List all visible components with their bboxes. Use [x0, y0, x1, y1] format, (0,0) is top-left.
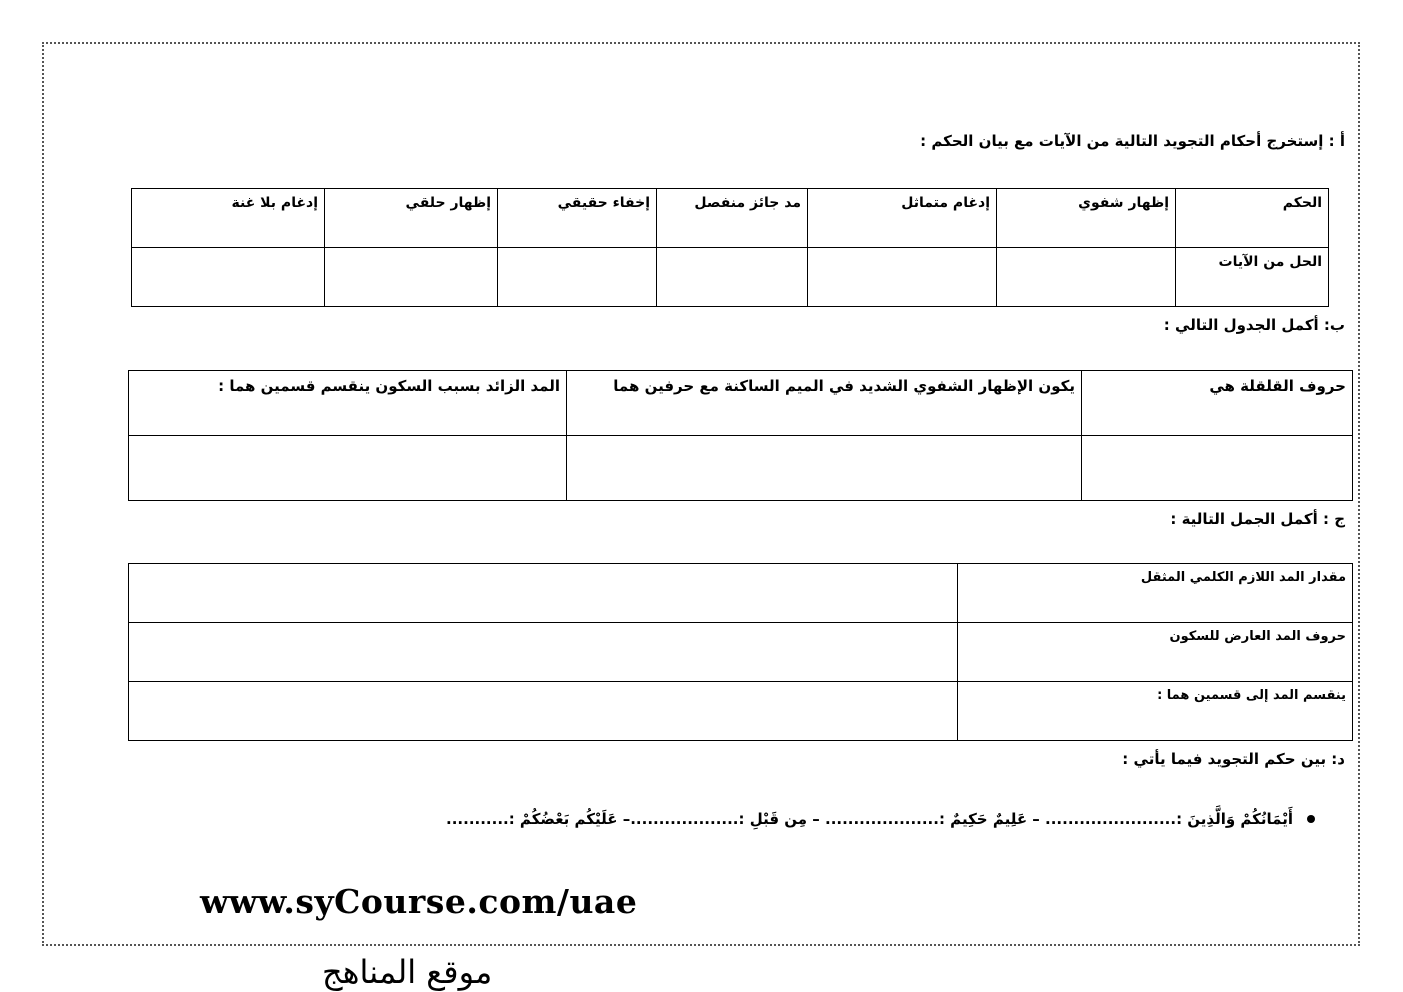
- table-cell: مقدار المد اللازم الكلمي المثقل: [958, 564, 1353, 623]
- table-cell: إظهار شفوي: [997, 189, 1176, 248]
- bullet-icon: [1307, 815, 1315, 823]
- table-cell: حروف المد العارض للسكون: [958, 623, 1353, 682]
- table-row: [129, 371, 1353, 436]
- table-row: [132, 248, 1329, 307]
- website-link[interactable]: www.syCourse.com/uae: [200, 882, 638, 921]
- table-row: [129, 682, 1353, 741]
- answer-cell[interactable]: [129, 564, 958, 623]
- table-row: [129, 623, 1353, 682]
- rulings-table: [131, 188, 1329, 307]
- table-cell: يكون الإظهار الشفوي الشديد في الميم الساكنة مع حرفين هما: [567, 371, 1082, 436]
- items-text: أَيْمَانُكُمْ وَالَّذِينَ :....................... – عَلِيمٌ حَكِيمٌ :.................... – مِن قَبْلِ :...................– عَلَيْكُم بَعْضُكُمْ :...........: [446, 810, 1293, 828]
- answer-cell[interactable]: [1082, 436, 1353, 501]
- table-cell: الحل من الآيات: [1176, 248, 1329, 307]
- table-row: [129, 436, 1353, 501]
- table-cell: الحكم: [1176, 189, 1329, 248]
- answer-cell[interactable]: [129, 623, 958, 682]
- answer-cell[interactable]: [997, 248, 1176, 307]
- complete-table: [128, 370, 1353, 501]
- section-c-heading: ج : أكمل الجمل التالية :: [1170, 510, 1345, 528]
- table-cell: إدغام متماثل: [808, 189, 997, 248]
- answer-cell[interactable]: [129, 682, 958, 741]
- answer-cell[interactable]: [132, 248, 325, 307]
- answer-cell[interactable]: [567, 436, 1082, 501]
- site-name: موقع المناهج: [322, 953, 493, 991]
- table-row: [129, 564, 1353, 623]
- table-cell: حروف القلقلة هي: [1082, 371, 1353, 436]
- table-cell: مد جائز منفصل: [657, 189, 808, 248]
- answer-cell[interactable]: [325, 248, 498, 307]
- section-a-heading: أ : إستخرج أحكام التجويد التالية من الآيات مع بيان الحكم :: [920, 132, 1345, 150]
- section-b-heading: ب: أكمل الجدول التالي :: [1163, 316, 1345, 334]
- answer-cell[interactable]: [808, 248, 997, 307]
- answer-cell[interactable]: [657, 248, 808, 307]
- tajweed-items: [446, 810, 1315, 828]
- table-row: [132, 189, 1329, 248]
- table-cell: ينقسم المد إلى قسمين هما :: [958, 682, 1353, 741]
- section-d-heading: د: بين حكم التجويد فيما يأتي :: [1122, 750, 1345, 768]
- table-cell: إخفاء حقيقي: [498, 189, 657, 248]
- sentences-table: [128, 563, 1353, 741]
- table-cell: إظهار حلقي: [325, 189, 498, 248]
- table-cell: المد الزائد بسبب السكون ينقسم قسمين هما :: [129, 371, 567, 436]
- answer-cell[interactable]: [498, 248, 657, 307]
- table-cell: إدغام بلا غنة: [132, 189, 325, 248]
- answer-cell[interactable]: [129, 436, 567, 501]
